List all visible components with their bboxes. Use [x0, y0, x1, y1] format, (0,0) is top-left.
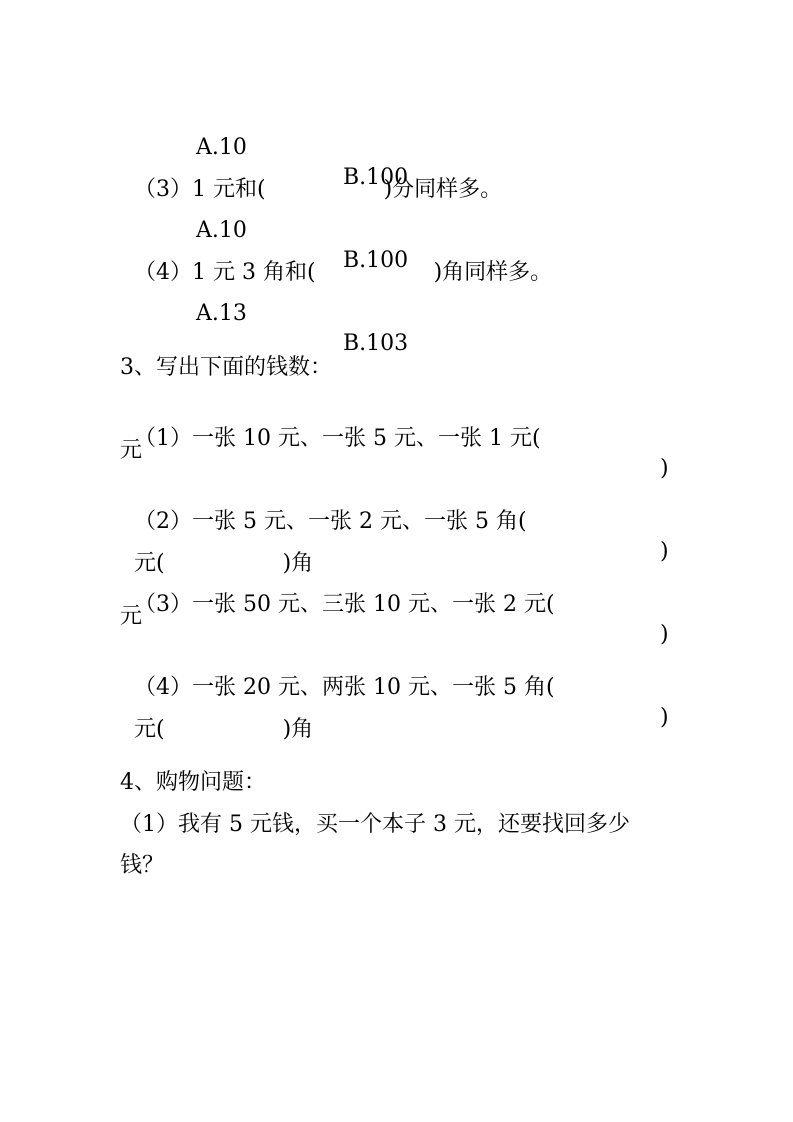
option-b: B.100 [343, 165, 409, 190]
option-a: A.10 [196, 135, 247, 160]
unit-yuan: 元( [134, 551, 165, 576]
option-a: A.10 [196, 218, 247, 243]
section-heading-3: 3、写出下面的钱数： [120, 355, 332, 380]
unit-jiao: )角 [282, 717, 314, 742]
shopping-item-1: （1）我有 5 元钱，买一个本子 3 元，还要找回多少 [120, 812, 630, 837]
item-prefix: （4）1 元 3 角和( [134, 260, 316, 285]
money-item-3 [120, 560, 680, 647]
unit-jiao: )角 [282, 551, 314, 576]
money-item-3-unit: 元 [120, 604, 143, 629]
option-b: B.103 [343, 331, 409, 356]
close-paren: ) [660, 705, 669, 730]
money-item-4 [120, 643, 680, 730]
close-paren: ) [660, 456, 669, 481]
option-row [182, 269, 409, 356]
money-item-1-unit: 元 [120, 438, 143, 463]
close-paren: ) [660, 622, 669, 647]
item-text: （1）一张 10 元、一张 5 元、一张 1 元( [134, 426, 541, 451]
money-item-1 [120, 394, 680, 481]
item-suffix: )角同样多。 [433, 260, 553, 285]
item-prefix: （3）1 元和( [134, 177, 266, 202]
money-item-2 [120, 477, 680, 564]
unit-yuan: 元( [134, 717, 165, 742]
item-text: （2）一张 5 元、一张 2 元、一张 5 角( [134, 509, 527, 534]
option-row [182, 186, 409, 273]
option-row [182, 103, 409, 190]
option-b: B.100 [343, 248, 409, 273]
close-paren: ) [660, 539, 669, 564]
shopping-item-1-cont: 钱？ [120, 853, 165, 878]
money-item-4-units [120, 685, 314, 742]
item-suffix: )分同样多。 [383, 177, 503, 202]
section-heading-4: 4、购物问题： [120, 770, 266, 795]
money-item-2-units [120, 519, 314, 576]
option-a: A.13 [196, 301, 247, 326]
item-text: （4）一张 20 元、两张 10 元、一张 5 角( [134, 675, 555, 700]
item-text: （3）一张 50 元、三张 10 元、一张 2 元( [134, 592, 555, 617]
